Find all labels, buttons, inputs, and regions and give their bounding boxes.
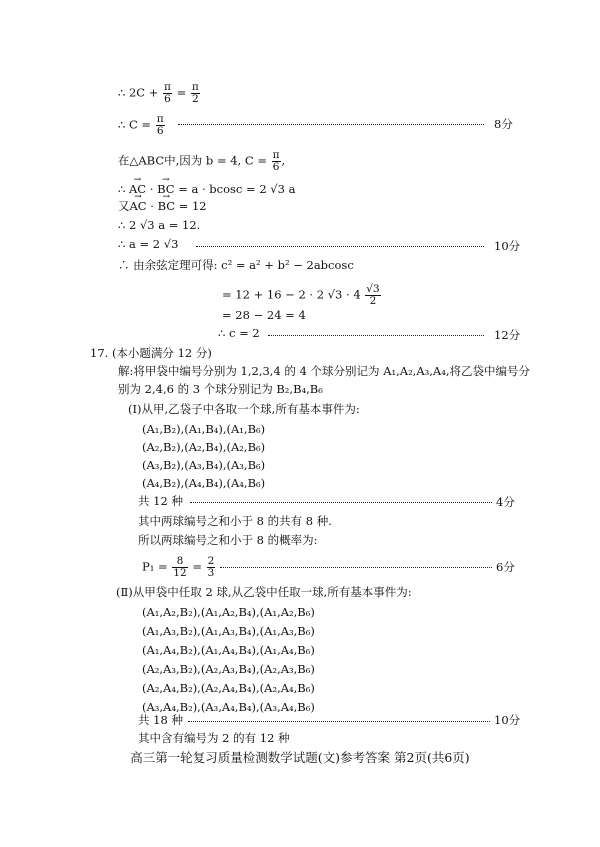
equation-line xyxy=(118,114,166,137)
event-row: (A₁,B₂),(A₁,B₄),(A₁,B₆) xyxy=(142,422,266,436)
count-line: 共 18 种 xyxy=(138,713,183,727)
equation-text: ∴ C = xyxy=(118,117,152,132)
vector-ac: → AC xyxy=(130,199,147,213)
solution-intro: 别为 2,4,6 的 3 个球分别记为 B₂,B₄,B₆ xyxy=(118,382,323,396)
text-line xyxy=(118,150,285,173)
equation-text: = 12 + 16 − 2 · 2 √3 · 4 xyxy=(222,287,361,302)
fraction xyxy=(191,82,200,105)
solution-intro: 解:将甲袋中编号分别为 1,2,3,4 的 4 个球分别记为 A₁,A₂,A₃,A₄,将乙袋中编号分 xyxy=(118,364,530,378)
numerator: 8 xyxy=(176,555,184,567)
dot-product: · xyxy=(150,199,154,213)
fraction xyxy=(172,556,187,579)
score-label: 6分 xyxy=(496,560,515,574)
fraction xyxy=(272,150,281,173)
equation-text: = a · bcosc = 2 √3 a xyxy=(178,182,296,196)
denominator: 12 xyxy=(173,567,187,579)
score-label: 12分 xyxy=(494,328,521,342)
equation-line xyxy=(118,199,207,213)
dot-leader xyxy=(220,557,492,568)
equation-line xyxy=(222,284,382,307)
numerator: √3 xyxy=(366,283,380,295)
equation-text: ∴ 2C + xyxy=(118,85,159,100)
denominator: 6 xyxy=(156,125,164,137)
vector-bc: → BC xyxy=(157,182,174,196)
part-heading: (Ⅱ)从甲袋中任取 2 球,从乙袋中任取一球,所有基本事件为: xyxy=(116,585,412,599)
count-line: 共 12 种 xyxy=(138,494,183,508)
equation-text: = 12 xyxy=(178,199,207,213)
equation-line: ∴ c = 2 xyxy=(218,326,260,340)
denominator: 2 xyxy=(365,295,380,307)
denominator: 6 xyxy=(164,93,171,105)
dot-leader xyxy=(190,492,492,503)
numerator: π xyxy=(272,149,280,161)
score-label: 10分 xyxy=(494,713,521,727)
dot-leader xyxy=(196,236,484,247)
note-line: 其中含有编号为 2 的有 12 种 xyxy=(138,731,290,745)
denominator: 6 xyxy=(272,161,280,173)
dot-leader xyxy=(178,114,484,125)
dot-leader xyxy=(268,325,484,336)
equals-sign: = xyxy=(176,85,187,100)
numerator: π xyxy=(164,81,171,93)
equation-line: ∴ 由余弦定理可得: c² = a² + b² − 2abcosc xyxy=(118,258,354,272)
score-label: 10分 xyxy=(494,239,521,253)
event-row: (A₄,B₂),(A₄,B₄),(A₄,B₆) xyxy=(142,476,266,490)
note-line: 所以两球编号之和小于 8 的概率为: xyxy=(138,533,318,547)
dot-product: · xyxy=(149,182,154,196)
dot-leader xyxy=(188,711,490,722)
event-row: (A₁,A₂,B₂),(A₁,A₂,B₄),(A₁,A₂,B₆) xyxy=(142,605,315,619)
fraction xyxy=(207,556,216,579)
event-row: (A₂,A₄,B₂),(A₂,A₄,B₄),(A₂,A₄,B₆) xyxy=(142,681,315,695)
probability-label: P₁ = xyxy=(142,559,168,574)
fraction xyxy=(156,114,165,137)
numerator: π xyxy=(156,113,164,125)
equation-line xyxy=(118,82,201,105)
score-label: 4分 xyxy=(496,495,515,509)
vector-ac: → AC xyxy=(129,182,146,196)
equals-sign: = xyxy=(192,559,202,574)
probability-line xyxy=(142,556,216,579)
note-line: 其中两球编号之和小于 8 的共有 8 种. xyxy=(138,514,332,528)
punctuation: , xyxy=(281,153,286,168)
page-footer: 高三第一轮复习质量检测数学试题(文)参考答案 第2页(共6页) xyxy=(130,750,470,765)
numerator: π xyxy=(191,81,199,93)
denominator: 3 xyxy=(207,567,215,579)
equation-line: ∴ 2 √3 a = 12. xyxy=(118,218,201,232)
event-row: (A₃,B₂),(A₃,B₄),(A₃,B₆) xyxy=(142,458,266,472)
text: 在△ABC中,因为 b = 4, C = xyxy=(118,153,267,168)
numerator: 2 xyxy=(207,555,215,567)
event-row: (A₂,A₃,B₂),(A₂,A₃,B₄),(A₂,A₃,B₆) xyxy=(142,662,315,676)
equation-line: = 28 − 24 = 4 xyxy=(222,308,306,322)
event-row: (A₁,A₄,B₂),(A₁,A₄,B₄),(A₁,A₄,B₆) xyxy=(142,643,315,657)
vector-bc: → BC xyxy=(158,199,175,213)
event-row: (A₂,B₂),(A₂,B₄),(A₂,B₆) xyxy=(142,440,266,454)
event-row: (A₃,A₄,B₂),(A₃,A₄,B₄),(A₃,A₄,B₆) xyxy=(142,700,315,714)
question-title: 17. (本小题满分 12 分) xyxy=(90,346,212,360)
equation-line: ∴ a = 2 √3 xyxy=(118,237,179,251)
denominator: 2 xyxy=(192,93,199,105)
part-heading: (Ⅰ)从甲,乙袋子中各取一个球,所有基本事件为: xyxy=(128,402,360,416)
event-row: (A₁,A₃,B₂),(A₁,A₃,B₄),(A₁,A₃,B₆) xyxy=(142,624,315,638)
text: 又 xyxy=(118,199,130,213)
fraction xyxy=(163,82,172,105)
fraction xyxy=(365,284,380,307)
therefore-symbol: ∴ xyxy=(118,182,126,196)
score-label: 8分 xyxy=(494,117,513,131)
